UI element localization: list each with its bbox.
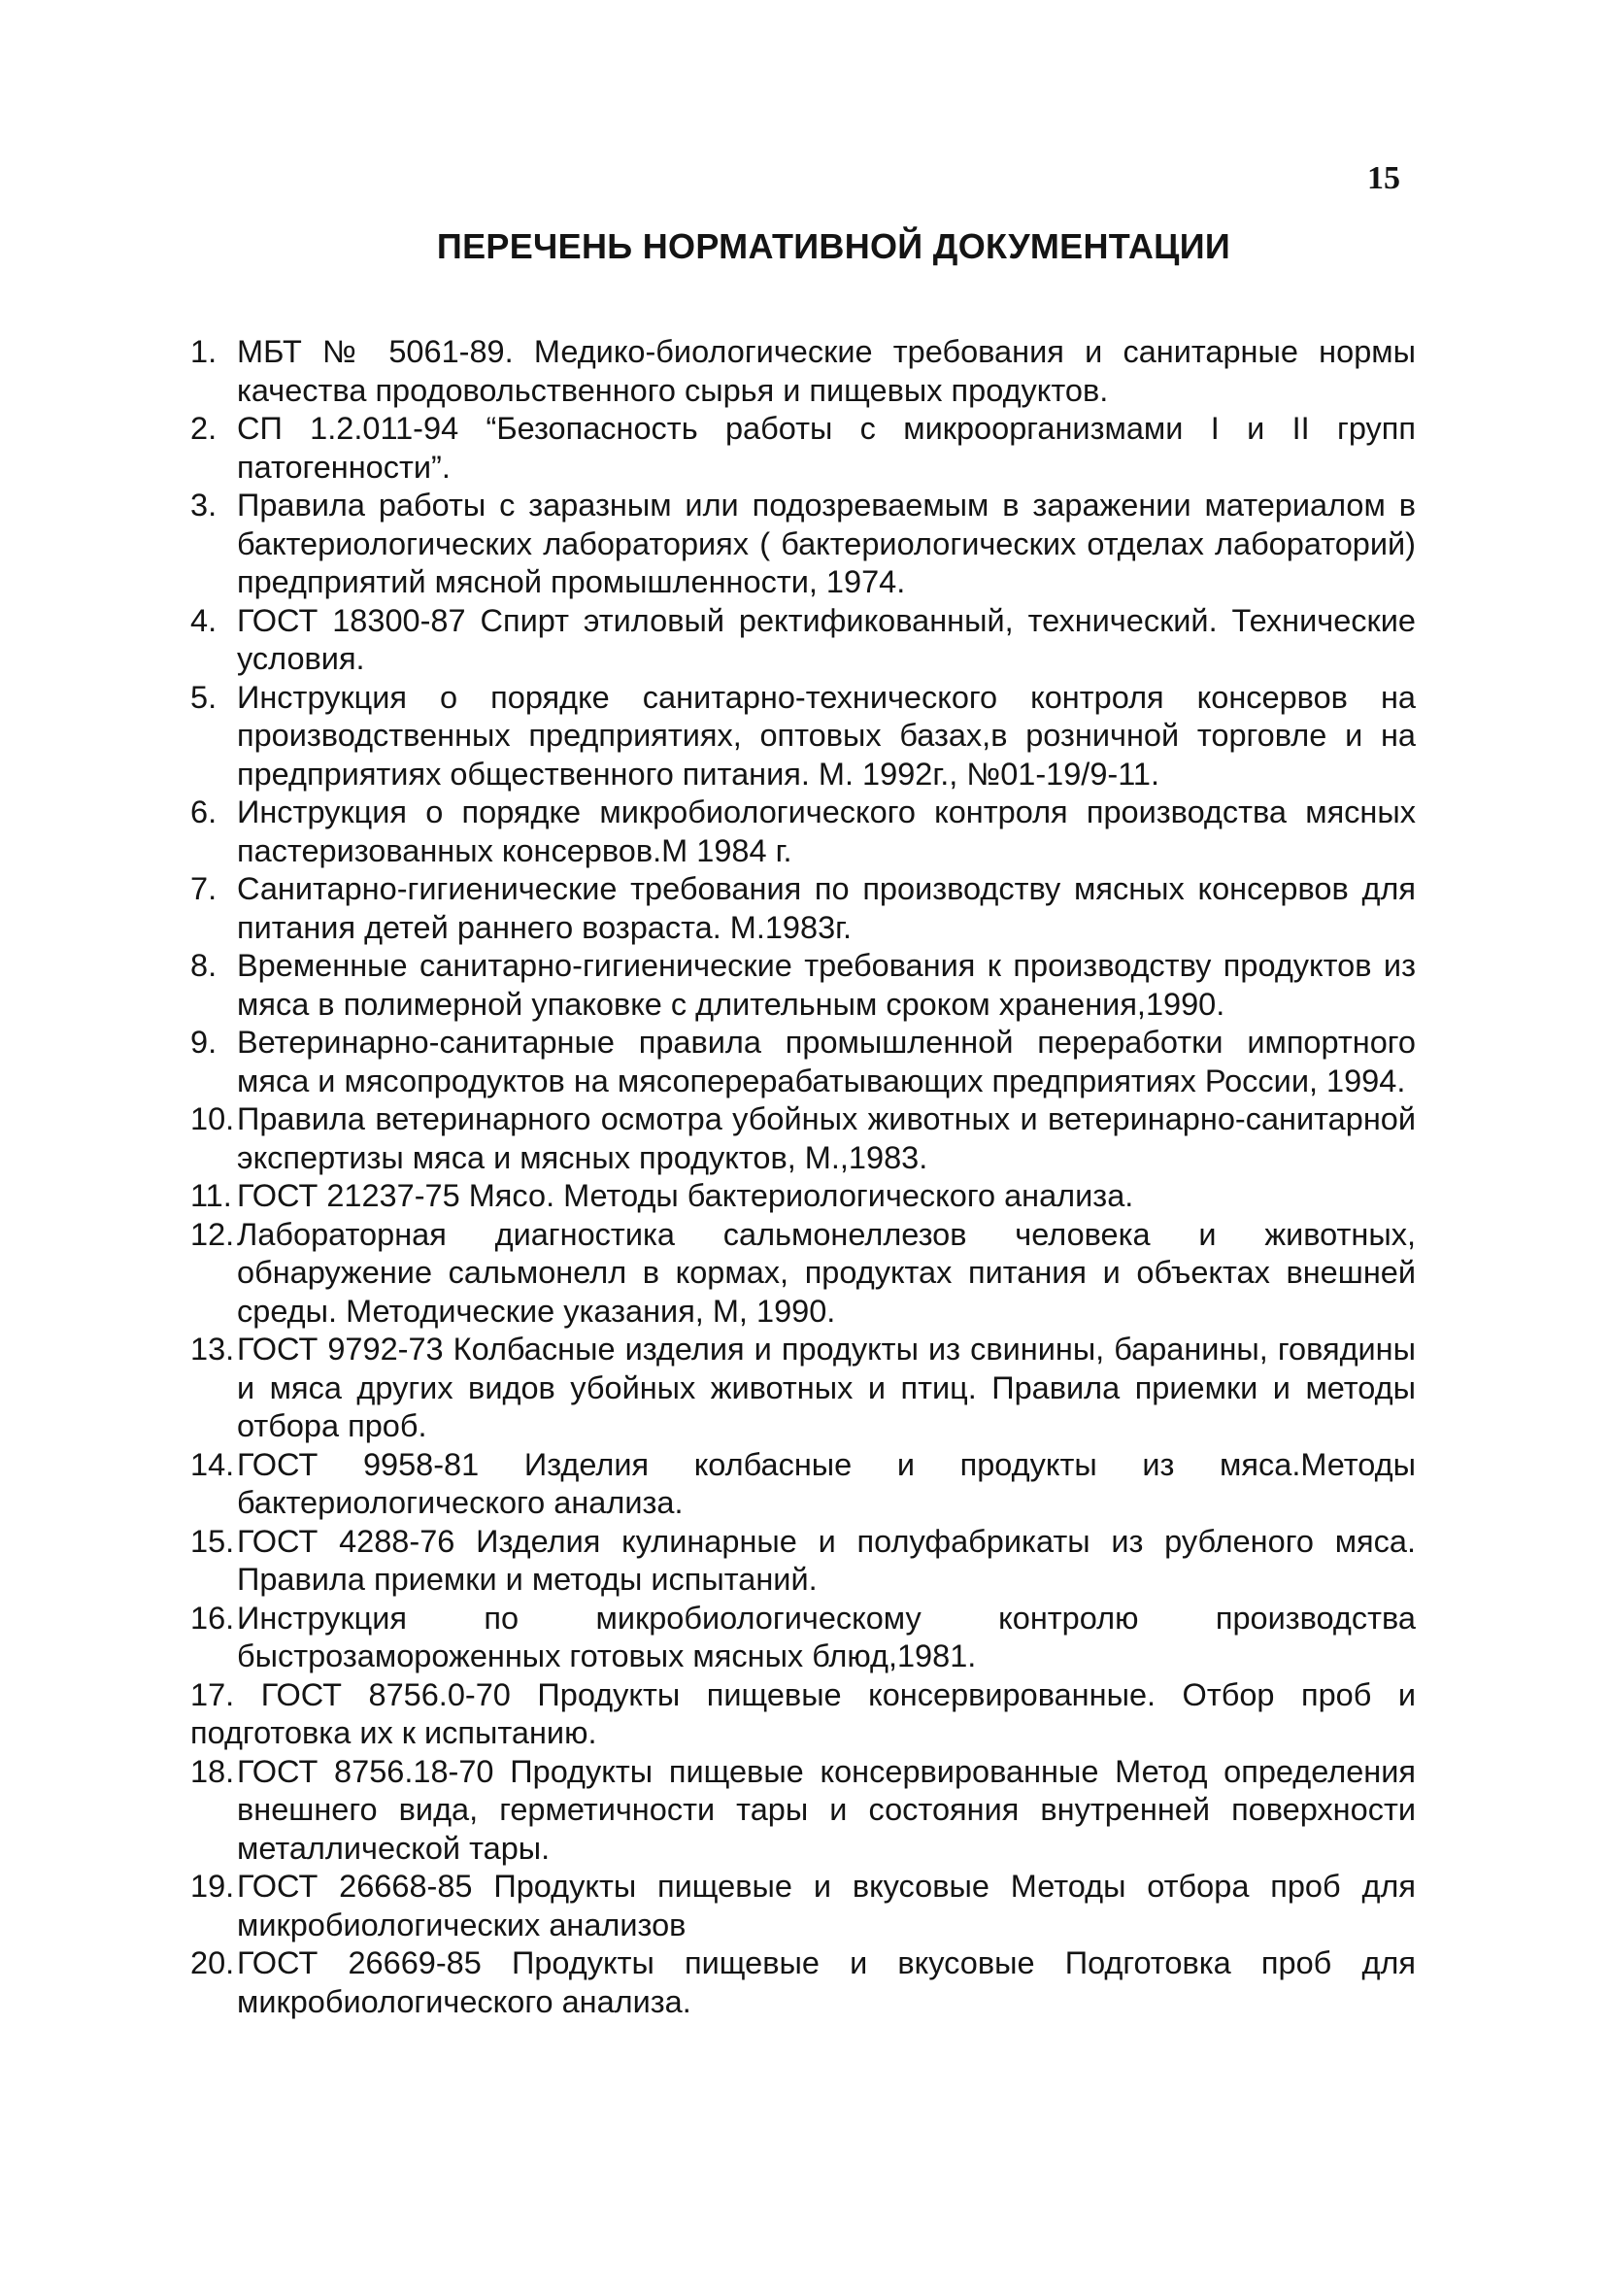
- item-number: 17.: [190, 1676, 235, 1712]
- item-text: ГОСТ 8756.0-70 Продукты пищевые консервированные. Отбор проб и подготовка их к испытанию.: [190, 1676, 1417, 1750]
- list-item: [190, 870, 1416, 947]
- item-text: Ветеринарно-санитарные правила промышленной переработки импортного мяса и мясопродуктов на мясоперерабатывающих предприятиях России, 1994.: [237, 1025, 1416, 1098]
- item-number: 6.: [190, 794, 218, 829]
- item-text: ГОСТ 8756.18-70 Продукты пищевые консервированные Метод определения внешнего вида, герметичности тары и состояния внутренней поверхности металлической тары.: [237, 1753, 1416, 1866]
- item-text: СП 1.2.011-94 “Безопасность работы с микроорганизмами I и II групп патогенности”.: [237, 411, 1416, 485]
- item-text: Инструкция по микробиологическому контролю производства быстрозамороженных готовых мясных блюд,1981.: [237, 1600, 1416, 1673]
- item-text: Лабораторная диагностика сальмонеллезов человека и животных, обнаружение сальмонелл в кормах, продуктах питания и объектах внешней среды. Методические указания, М, 1990.: [237, 1216, 1416, 1329]
- list-item: [190, 1024, 1416, 1100]
- item-number: 20.: [190, 1945, 235, 1980]
- item-text: ГОСТ 4288-76 Изделия кулинарные и полуфабрикаты из рубленого мяса. Правила приемки и методы испытаний.: [237, 1523, 1416, 1597]
- item-text: ГОСТ 18300-87 Спирт этиловый ректификованный, технический. Технические условия.: [237, 602, 1416, 676]
- list-item: [190, 1753, 1416, 1869]
- list-item: [190, 410, 1416, 487]
- item-number: 19.: [190, 1869, 235, 1904]
- item-text: Правила ветеринарного осмотра убойных животных и ветеринарно-санитарной экспертизы мяса и мясных продуктов, М.,1983.: [237, 1101, 1416, 1175]
- item-number: 7.: [190, 871, 218, 906]
- list-item: [190, 679, 1416, 794]
- list-item: [190, 1676, 1416, 1753]
- item-text: МБТ № 5061-89. Медико-биологические требования и санитарные нормы качества продовольственного сырья и пищевых продуктов.: [237, 334, 1416, 408]
- item-number: 10.: [190, 1101, 235, 1136]
- page-title: ПЕРЕЧЕНЬ НОРМАТИВНОЙ ДОКУМЕНТАЦИИ: [436, 226, 1231, 266]
- item-number: 11.: [190, 1178, 232, 1213]
- item-text: ГОСТ 9958-81 Изделия колбасные и продукты из мяса.Методы бактериологического анализа.: [237, 1446, 1416, 1520]
- list-item: [190, 1868, 1416, 1944]
- item-number: 2.: [190, 411, 218, 446]
- list-item: [190, 602, 1416, 679]
- item-number: 8.: [190, 948, 218, 983]
- list-item: [190, 1331, 1416, 1446]
- list-item: [190, 793, 1416, 870]
- item-number: 13.: [190, 1332, 235, 1367]
- list-item: [190, 1446, 1416, 1523]
- list-item: [190, 1177, 1416, 1216]
- item-text: ГОСТ 21237-75 Мясо. Методы бактериологического анализа.: [237, 1178, 1134, 1213]
- item-number: 3.: [190, 488, 218, 523]
- item-text: Инструкция о порядке санитарно-технического контроля консервов на производственных предприятиях, оптовых базах,в розничной торговле и на предприятиях общественного питания. М. 1992г., №01-19/9-11.: [237, 679, 1416, 792]
- item-text: Правила работы с заразным или подозреваемым в заражении материалом в бактериологических лабораториях ( бактериологических отделах лабораторий) предприятий мясной промышленности, 1974.: [237, 488, 1416, 599]
- item-number: 18.: [190, 1753, 235, 1789]
- item-number: 1.: [190, 334, 218, 369]
- document-list: [190, 333, 1416, 2021]
- item-number: 16.: [190, 1600, 235, 1636]
- list-item: [190, 947, 1416, 1024]
- list-item: [190, 1944, 1416, 2021]
- list-item: [190, 1523, 1416, 1600]
- item-text: Санитарно-гигиенические требования по производству мясных консервов для питания детей раннего возраста. М.1983г.: [237, 871, 1416, 945]
- list-item: [190, 1216, 1416, 1332]
- list-item: [190, 1600, 1416, 1676]
- item-number: 12.: [190, 1216, 235, 1252]
- list-item: [190, 333, 1416, 410]
- item-text: Временные санитарно-гигиенические требования к производству продуктов из мяса в полимерной упаковке с длительным сроком хранения,1990.: [237, 948, 1416, 1022]
- list-item: [190, 1100, 1416, 1177]
- item-number: 4.: [190, 602, 218, 638]
- list-item: [190, 487, 1416, 602]
- item-text: ГОСТ 26668-85 Продукты пищевые и вкусовые Методы отбора проб для микробиологических анализов: [237, 1869, 1416, 1942]
- item-number: 15.: [190, 1523, 235, 1559]
- item-text: ГОСТ 26669-85 Продукты пищевые и вкусовые Подготовка проб для микробиологического анализа.: [237, 1945, 1416, 2019]
- item-text: Инструкция о порядке микробиологического контроля производства мясных пастеризованных консервов.М 1984 г.: [237, 794, 1416, 868]
- page-number: 15: [1367, 160, 1400, 196]
- item-number: 5.: [190, 679, 218, 715]
- item-number: 14.: [190, 1446, 235, 1482]
- item-text: ГОСТ 9792-73 Колбасные изделия и продукты из свинины, баранины, говядины и мяса других видов убойных животных и птиц. Правила приемки и методы отбора проб.: [237, 1332, 1416, 1443]
- item-number: 9.: [190, 1025, 218, 1060]
